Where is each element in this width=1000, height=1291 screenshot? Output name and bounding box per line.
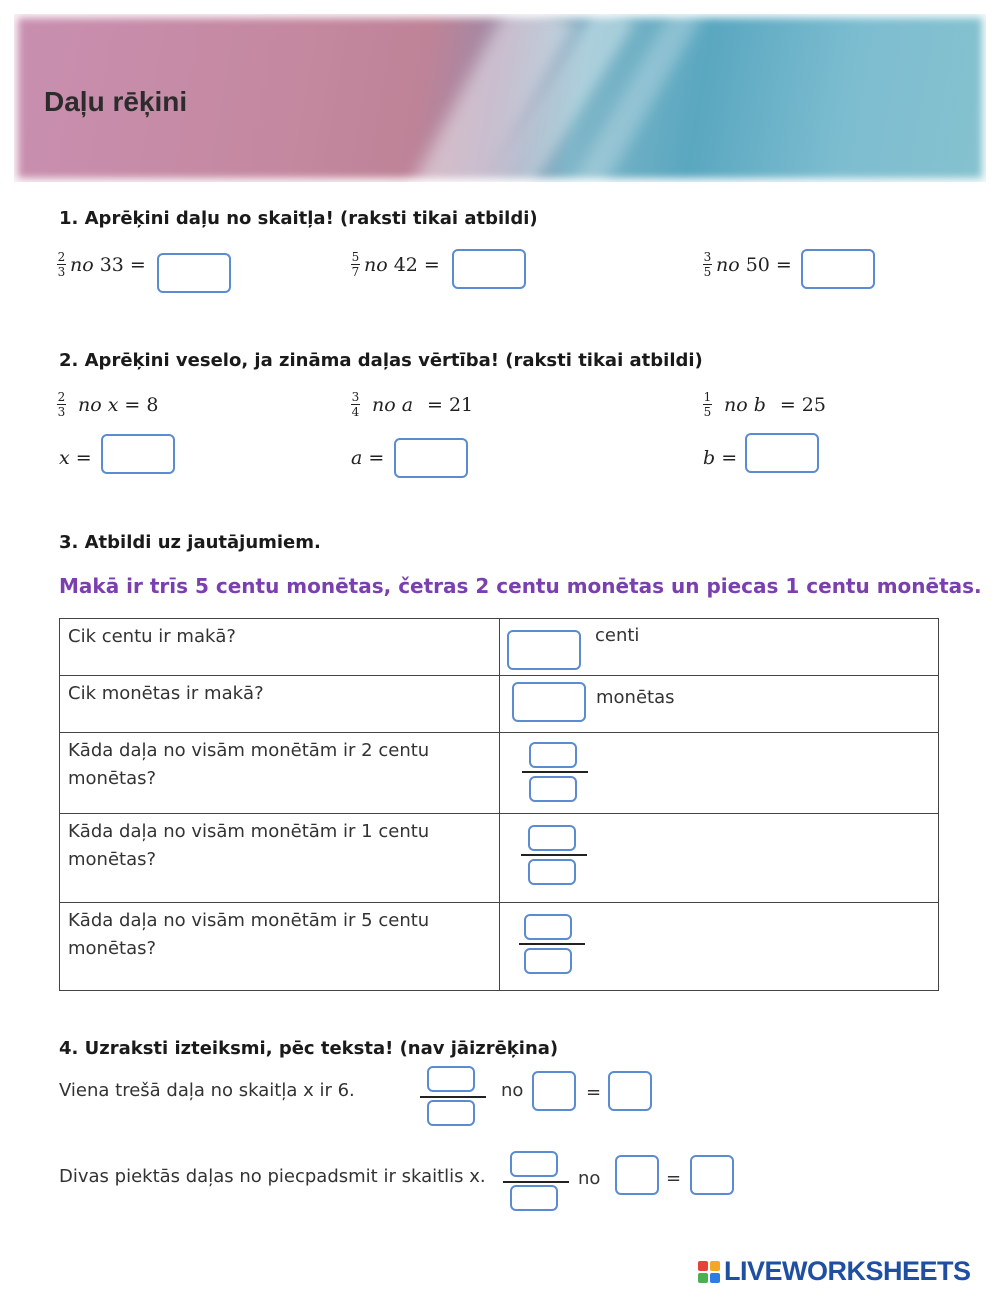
section-4-heading: 4. Uzraksti izteiksmi, pēc teksta! (nav jāizrēķina)	[59, 1038, 559, 1059]
s4-result-box-1[interactable]	[608, 1071, 652, 1111]
denominator-box[interactable]	[524, 948, 572, 974]
numerator-box[interactable]	[528, 825, 576, 851]
fraction: $\frac{2}{3}$	[57, 250, 66, 279]
fraction-bar	[503, 1181, 569, 1183]
question-cell: Cik centu ir makā?	[60, 619, 500, 676]
s4-numerator-box-1[interactable]	[427, 1066, 475, 1092]
unit-label: centi	[595, 625, 640, 646]
question-cell: Kāda daļa no visām monētām ir 2 centu monētas?	[60, 733, 500, 814]
section-3-heading: 3. Atbildi uz jautājumiem.	[59, 532, 321, 553]
table-row	[60, 676, 939, 733]
answer-cell	[500, 903, 939, 991]
s4-denominator-box-2[interactable]	[510, 1185, 558, 1211]
equals-label: =	[666, 1168, 682, 1189]
s4-number-box-1[interactable]	[532, 1071, 576, 1111]
fraction: $\frac{5}{7}$	[351, 250, 360, 279]
question-table	[59, 618, 939, 991]
answer-cell	[500, 676, 939, 733]
table-row	[60, 619, 939, 676]
unit-label: monētas	[596, 687, 675, 708]
fraction: $\frac{1}{5}$	[703, 390, 712, 419]
page-title: Daļu rēķini	[44, 86, 188, 117]
s2-equation-2: $\frac{3}{4}$ no a = 21	[351, 390, 474, 419]
answer-cell	[500, 733, 939, 814]
table-row	[60, 814, 939, 903]
s1-expression-3: $\frac{3}{5}$ no 50 =	[703, 250, 792, 279]
s4-numerator-box-2[interactable]	[510, 1151, 558, 1177]
s2-equation-3: $\frac{1}{5}$ no b = 25	[703, 390, 826, 419]
s4-statement-1: Viena trešā daļa no skaitļa x ir 6.	[59, 1080, 355, 1101]
logo-text: LIVEWORKSHEETS	[724, 1256, 971, 1286]
question-cell: Cik monētas ir makā?	[60, 676, 500, 733]
no-label: no	[501, 1080, 524, 1101]
s1-answer-box-1[interactable]	[157, 253, 231, 293]
s2-answer-box-3[interactable]	[745, 433, 819, 473]
logo-mark-icon	[698, 1261, 720, 1283]
s4-number-box-2[interactable]	[615, 1155, 659, 1195]
s1-expression-1: $\frac{2}{3}$ no 33 =	[57, 250, 146, 279]
s2-answer-box-1[interactable]	[101, 434, 175, 474]
denominator-box[interactable]	[529, 776, 577, 802]
logo-square	[710, 1261, 720, 1271]
s2-answer-label-2: a =	[351, 447, 385, 469]
s1-answer-box-3[interactable]	[801, 249, 875, 289]
logo-square	[710, 1273, 720, 1283]
fraction-bar	[519, 943, 585, 945]
liveworksheets-logo	[698, 1256, 971, 1287]
s4-result-box-2[interactable]	[690, 1155, 734, 1195]
no-label: no	[578, 1168, 601, 1189]
answer-box[interactable]	[507, 630, 581, 670]
logo-square	[698, 1273, 708, 1283]
word-problem-statement: Makā ir trīs 5 centu monētas, četras 2 centu monētas un piecas 1 centu monētas.	[59, 574, 982, 598]
denominator-box[interactable]	[528, 859, 576, 885]
s2-answer-box-2[interactable]	[394, 438, 468, 478]
numerator-box[interactable]	[529, 742, 577, 768]
answer-cell	[500, 814, 939, 903]
s2-equation-1: $\frac{2}{3}$ no x = 8	[57, 390, 159, 419]
fraction-bar	[521, 854, 587, 856]
fraction-bar	[420, 1096, 486, 1098]
answer-cell	[500, 619, 939, 676]
fraction: $\frac{3}{4}$	[351, 390, 360, 419]
table-row	[60, 903, 939, 991]
s4-denominator-box-1[interactable]	[427, 1100, 475, 1126]
section-2-heading: 2. Aprēķini veselo, ja zināma daļas vērtība! (raksti tikai atbildi)	[59, 350, 703, 371]
table-row	[60, 733, 939, 814]
s2-answer-label-1: x =	[59, 447, 92, 469]
s2-answer-label-3: b =	[703, 447, 738, 469]
answer-box[interactable]	[512, 682, 586, 722]
equals-label: =	[586, 1082, 602, 1103]
s4-statement-2: Divas piektās daļas no piecpadsmit ir skaitlis x.	[59, 1166, 486, 1187]
s1-expression-2: $\frac{5}{7}$ no 42 =	[351, 250, 440, 279]
numerator-box[interactable]	[524, 914, 572, 940]
question-cell: Kāda daļa no visām monētām ir 5 centu monētas?	[60, 903, 500, 991]
s1-answer-box-2[interactable]	[452, 249, 526, 289]
header-banner	[14, 14, 986, 182]
section-1-heading: 1. Aprēķini daļu no skaitļa! (raksti tikai atbildi)	[59, 208, 538, 229]
fraction: $\frac{2}{3}$	[57, 390, 66, 419]
fraction-bar	[522, 771, 588, 773]
fraction: $\frac{3}{5}$	[703, 250, 712, 279]
question-cell: Kāda daļa no visām monētām ir 1 centu monētas?	[60, 814, 500, 903]
logo-square	[698, 1261, 708, 1271]
